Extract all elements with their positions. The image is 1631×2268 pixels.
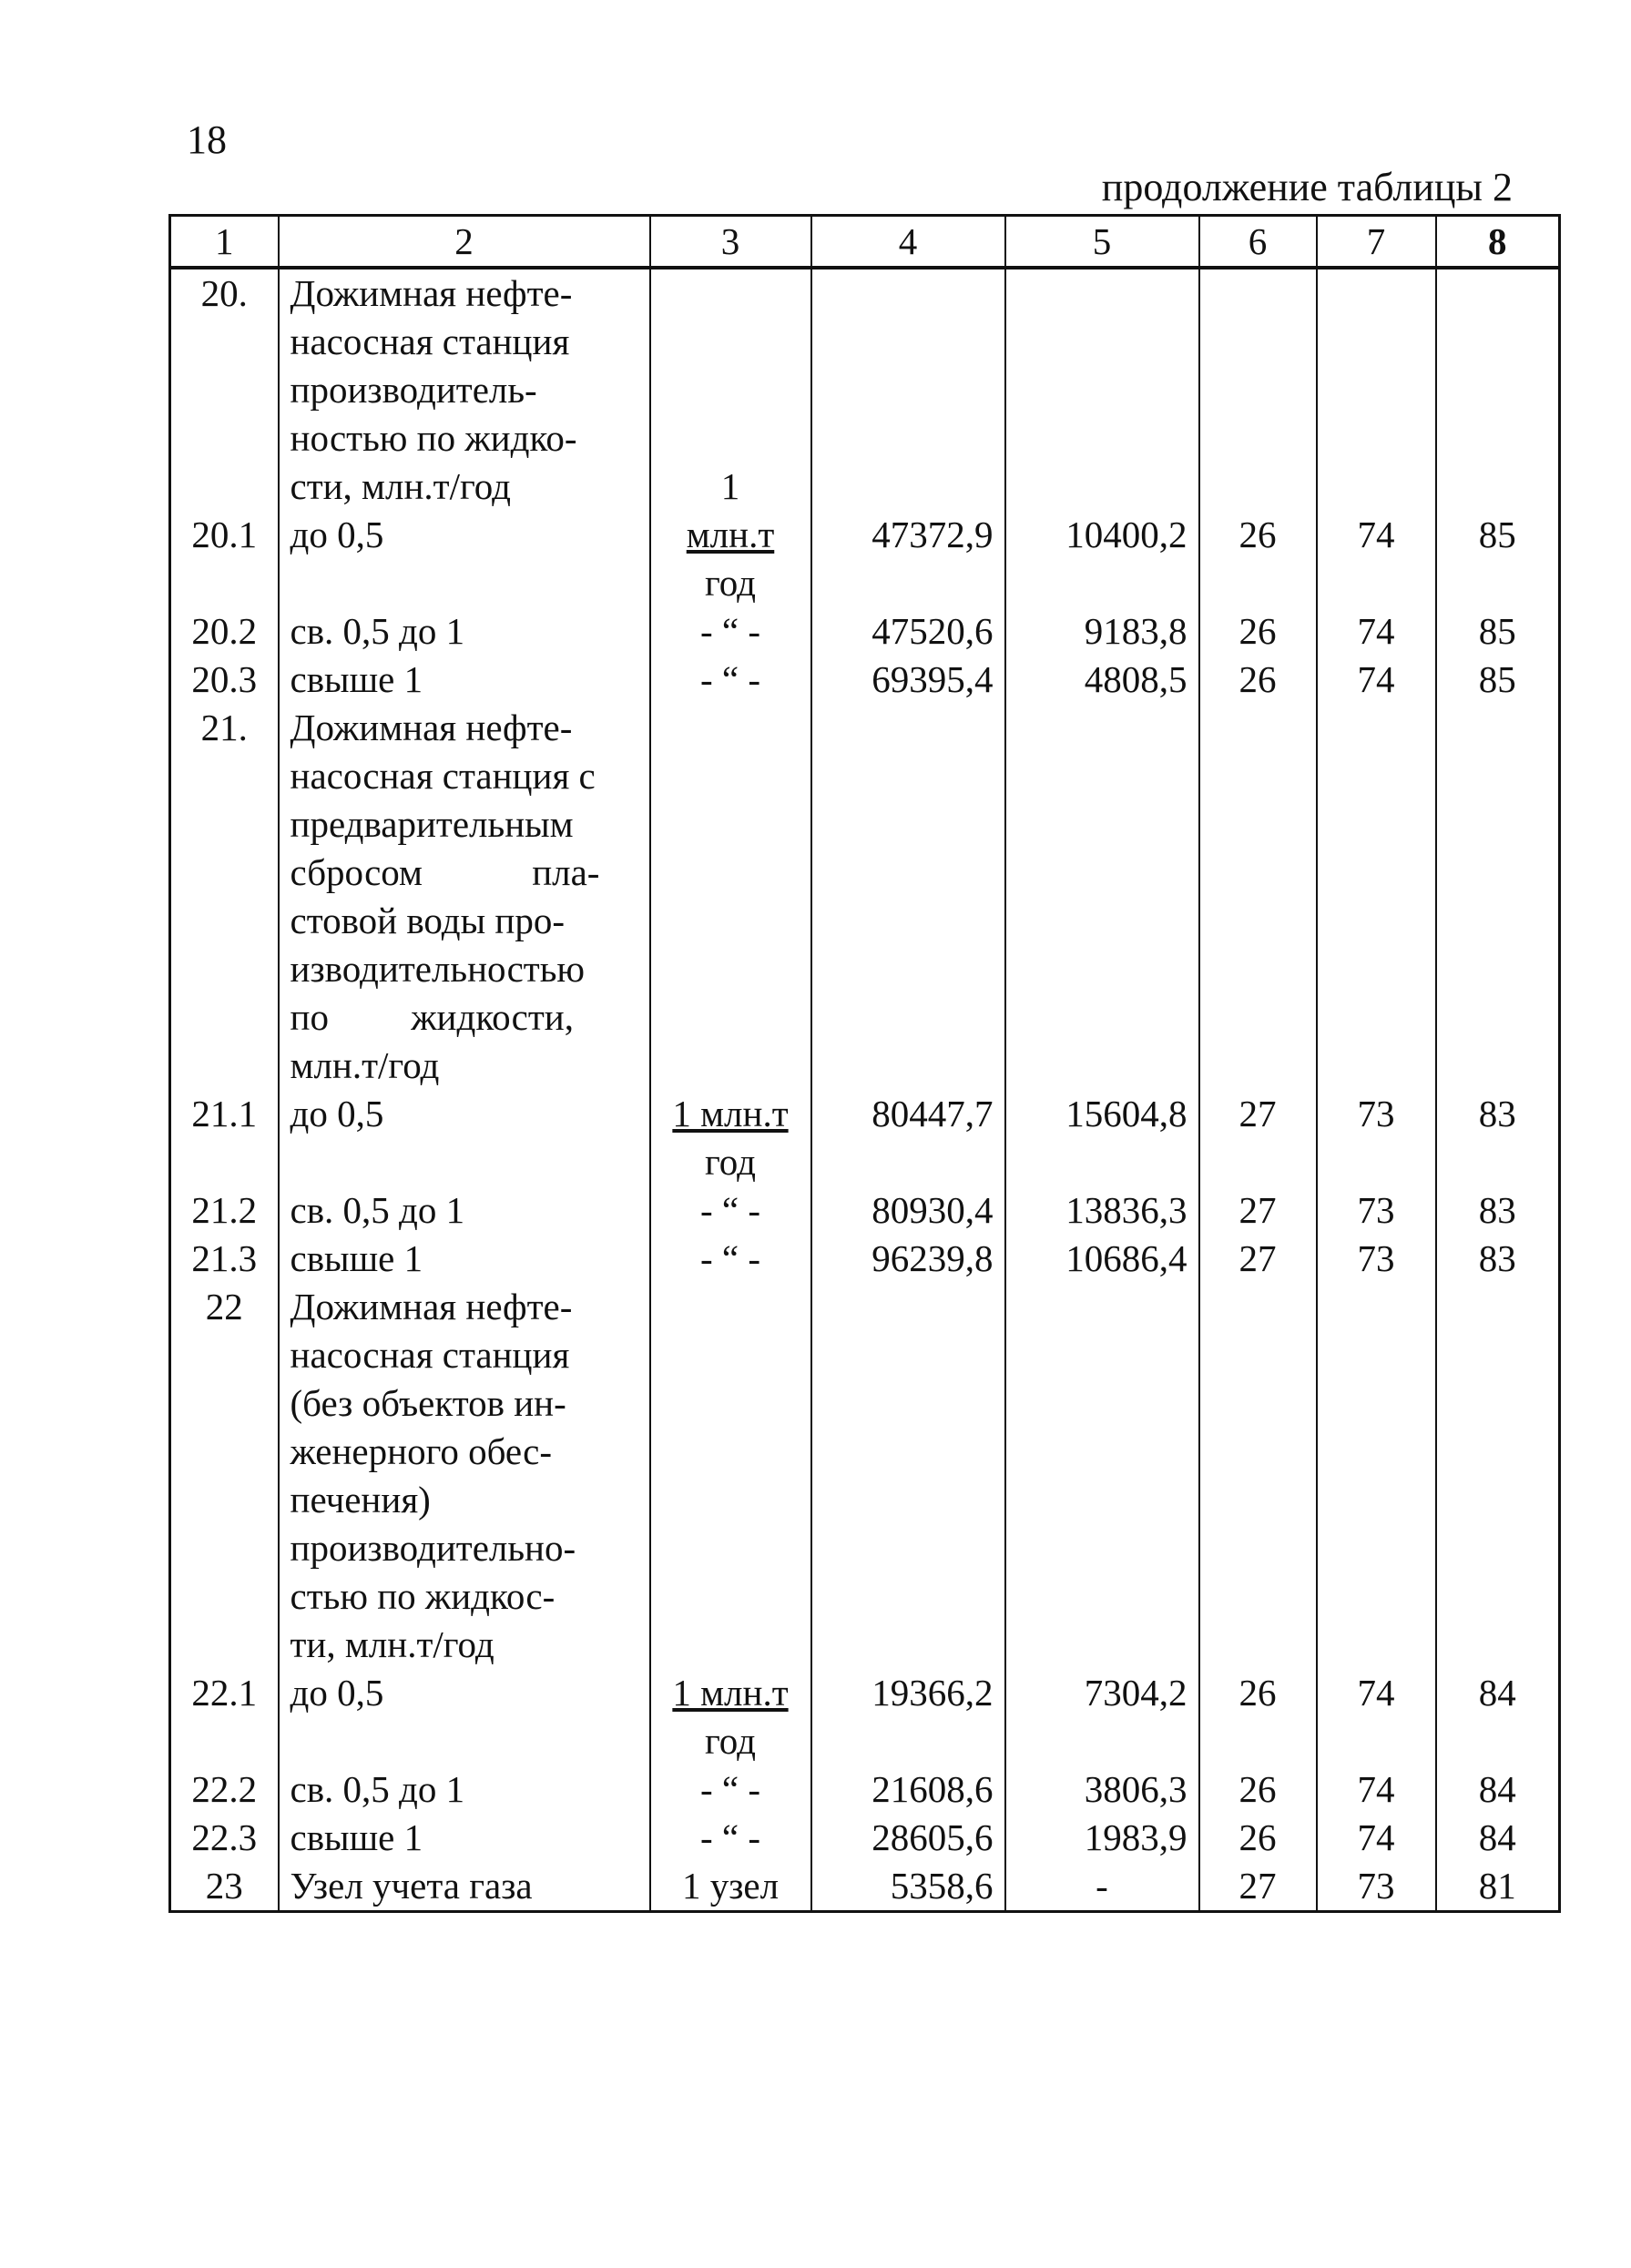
unit-cell [650,1090,811,1186]
value-col8: 84 [1436,1669,1560,1765]
value-col7: 74 [1317,1669,1436,1765]
value-col4: 47520,6 [811,607,1005,656]
desc-line: Дожимная нефте- [290,1286,573,1327]
value-col7: 74 [1317,656,1436,704]
value-col5: 13836,3 [1005,1186,1199,1235]
item-number: 22.2 [170,1765,279,1814]
column-header: 6 [1199,216,1317,269]
value-col6: 27 [1199,1186,1317,1235]
table-row [170,1765,1560,1814]
desc-line: Дожимная нефте- [290,272,573,314]
unit-year: год [705,1720,756,1762]
value-col4: 21608,6 [811,1765,1005,1814]
unit-year: год [705,562,756,604]
column-header: 5 [1005,216,1199,269]
desc-line: насосная станция [290,1334,570,1376]
desc-line: производитель- [290,369,537,411]
value-col8: 83 [1436,1235,1560,1283]
value-col7: 73 [1317,1862,1436,1912]
page-number: 18 [187,117,227,162]
item-number: 21.2 [170,1186,279,1235]
unit-cell [650,1669,811,1765]
item-number: 21. [170,704,279,1090]
value-col8: 85 [1436,607,1560,656]
value-col4: 69395,4 [811,656,1005,704]
item-description: свыше 1 [279,1814,650,1862]
value-col6: 26 [1199,1765,1317,1814]
value-col4: 47372,9 [811,511,1005,607]
column-header: 1 [170,216,279,269]
item-description: Узел учета газа [279,1862,650,1912]
item-number: 22.1 [170,1669,279,1765]
value-col6: 26 [1199,656,1317,704]
unit-year: год [705,1141,756,1183]
item-number: 21.3 [170,1235,279,1283]
desc-line: насосная станция с [290,755,596,797]
desc-line: производительно- [290,1527,576,1569]
item-number: 20.2 [170,607,279,656]
value-col5: 9183,8 [1005,607,1199,656]
value-col5: 4808,5 [1005,656,1199,704]
value-col5: - [1005,1862,1199,1912]
item-number: 21.1 [170,1090,279,1186]
table-row [170,1235,1560,1283]
item-description: до 0,5 [279,1090,650,1186]
value-col6: 26 [1199,1814,1317,1862]
data-table [168,214,1561,1913]
item-number: 20. [170,268,279,511]
value-col8: 85 [1436,511,1560,607]
value-col7: 74 [1317,1814,1436,1862]
item-number: 23 [170,1862,279,1912]
value-col6: 27 [1199,1235,1317,1283]
desc-line: стовой воды про- [290,900,565,941]
unit-text: млн.т [686,514,775,555]
value-col4: 28605,6 [811,1814,1005,1862]
desc-line: по жидкости, [290,996,574,1038]
value-col6: 27 [1199,1862,1317,1912]
unit-ditto: - “ - [650,1186,811,1235]
unit-text: 1 млн.т [672,1672,789,1714]
item-description: до 0,5 [279,511,650,607]
desc-line: изводительностью [290,948,586,990]
item-number: 22.3 [170,1814,279,1862]
value-col6: 26 [1199,511,1317,607]
desc-line: женерного обес- [290,1430,553,1472]
value-col8: 83 [1436,1186,1560,1235]
table-row [170,1283,1560,1669]
unit-cell [650,511,811,607]
value-col5: 10400,2 [1005,511,1199,607]
value-col7: 74 [1317,607,1436,656]
unit-ditto: - “ - [650,656,811,704]
value-col4: 19366,2 [811,1669,1005,1765]
unit-cell: 1 узел [650,1862,811,1912]
table-row [170,268,1560,511]
table-row [170,1669,1560,1765]
value-col8: 81 [1436,1862,1560,1912]
column-header: 4 [811,216,1005,269]
desc-line: млн.т/год [290,1044,440,1086]
item-number: 22 [170,1283,279,1669]
unit-ditto: - “ - [650,1765,811,1814]
desc-line: предварительным [290,803,574,845]
item-description [279,1283,650,1669]
value-col5: 3806,3 [1005,1765,1199,1814]
value-col8: 84 [1436,1765,1560,1814]
unit-top: 1 [720,465,740,507]
table-row [170,1186,1560,1235]
table-row [170,1814,1560,1862]
item-description [279,704,650,1090]
value-col5: 10686,4 [1005,1235,1199,1283]
value-col8: 85 [1436,656,1560,704]
value-col5: 1983,9 [1005,1814,1199,1862]
item-description: св. 0,5 до 1 [279,607,650,656]
table-row [170,656,1560,704]
table-row [170,704,1560,1090]
column-header: 3 [650,216,811,269]
value-col7: 73 [1317,1235,1436,1283]
desc-line: ностью по жидко- [290,417,577,459]
table-row [170,1862,1560,1912]
value-col4: 80930,4 [811,1186,1005,1235]
desc-line: (без объектов ин- [290,1382,566,1424]
unit-ditto: - “ - [650,607,811,656]
unit-text: 1 млн.т [672,1093,789,1134]
column-header: 8 [1436,216,1560,269]
item-description: свыше 1 [279,1235,650,1283]
item-number: 20.1 [170,511,279,607]
item-number: 20.3 [170,656,279,704]
desc-line: сти, млн.т/год [290,465,511,507]
value-col5: 15604,8 [1005,1090,1199,1186]
value-col7: 73 [1317,1186,1436,1235]
unit-ditto: - “ - [650,1814,811,1862]
table-row [170,1090,1560,1186]
value-col6: 27 [1199,1090,1317,1186]
desc-line: насосная станция [290,320,570,362]
value-col4: 96239,8 [811,1235,1005,1283]
unit-cell [650,268,811,511]
desc-line: стью по жидкос- [290,1575,556,1617]
value-col8: 84 [1436,1814,1560,1862]
table-header-row [170,216,1560,269]
column-header: 2 [279,216,650,269]
item-description: свыше 1 [279,656,650,704]
value-col4: 80447,7 [811,1090,1005,1186]
item-description: св. 0,5 до 1 [279,1765,650,1814]
table-row [170,511,1560,607]
desc-line: Дожимная нефте- [290,707,573,748]
desc-line: ти, млн.т/год [290,1623,494,1665]
value-col4: 5358,6 [811,1862,1005,1912]
item-description: св. 0,5 до 1 [279,1186,650,1235]
value-col5: 7304,2 [1005,1669,1199,1765]
unit-ditto: - “ - [650,1235,811,1283]
item-description: до 0,5 [279,1669,650,1765]
value-col6: 26 [1199,607,1317,656]
desc-line: печения) [290,1479,431,1520]
value-col6: 26 [1199,1669,1317,1765]
value-col7: 73 [1317,1090,1436,1186]
desc-line: сбросом пла- [290,851,600,893]
value-col7: 74 [1317,1765,1436,1814]
value-col7: 74 [1317,511,1436,607]
column-header: 7 [1317,216,1436,269]
value-col8: 83 [1436,1090,1560,1186]
table-row [170,607,1560,656]
item-description [279,268,650,511]
table-caption: продолжение таблицы 2 [1101,165,1513,209]
